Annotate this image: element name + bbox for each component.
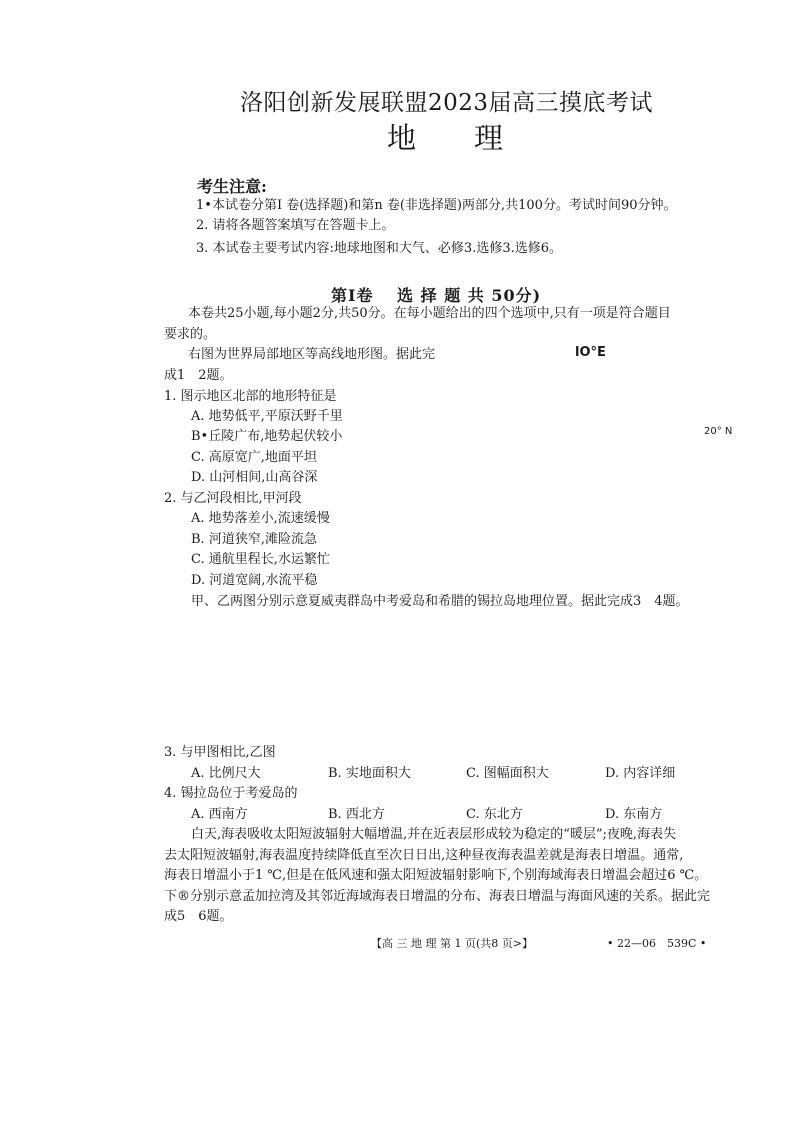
question-3-option-b: B. 实地面积大 [328, 766, 411, 781]
notice-item-1: 1•本试卷分第I 卷(选择题)和第n 卷(非选择题)两部分,共100分。考试时间90分钟。 [196, 198, 677, 213]
question-4-option-d: D. 东南方 [605, 807, 663, 822]
notice-item-2: 2. 请将各题答案填写在答题卡上。 [196, 218, 395, 233]
question-4-stem: 4. 锡拉岛位于考爱岛的 [164, 786, 298, 801]
question-2-stem: 2. 与乙河段相比,甲河段 [164, 491, 302, 506]
section-intro-line2: 要求的。 [164, 327, 217, 342]
notice-item-3: 3. 本试卷主要考试内容:地球地图和大气、必修3.选修3.选修6。 [196, 241, 562, 256]
subject-title: 地理 [387, 121, 562, 155]
section-heading: 第I卷 选 择 题 共 50分) [331, 286, 542, 305]
question-1-stem: 1. 图示地区北部的地形特征是 [164, 389, 337, 404]
notice-heading: 考生注意: [197, 177, 267, 196]
question-1-option-a: A. 地势低平,平原沃野千里 [191, 409, 343, 424]
question-2-option-d: D. 河道宽阔,水流平稳 [191, 573, 318, 588]
question-3-option-d: D. 内容详细 [605, 766, 676, 781]
paper-code: • 22—06 539C • [607, 937, 707, 950]
page-footer: 【高 三 地 理 第 1 页(共8 页>】 [371, 937, 533, 950]
question-3-option-a: A. 比例尺大 [191, 766, 261, 781]
question-3-option-c: C. 图幅面积大 [466, 766, 549, 781]
question-2-option-b: B. 河道狭窄,滩险流急 [191, 532, 317, 547]
question-4-option-c: C. 东北方 [466, 807, 523, 822]
map-latitude-label: 20° N [704, 426, 733, 437]
question-3-options [0, 764, 794, 784]
exam-title: 洛阳创新发展联盟2023届高三摸底考试 [240, 90, 654, 116]
question-2-option-a: A. 地势落差小,流速缓慢 [191, 511, 330, 526]
context-5-6-line3: 海表日增温小于1 ℃,但是在低风速和强太阳短波辐射影响下,个别海域海表日增温会超过6 ℃。 [164, 868, 708, 883]
section-intro-line1: 本卷共25小题,每小题2分,共50分。在每小题给出的四个选项中,只有一项是符合题目 [188, 306, 671, 321]
context-5-6-line1: 白天,海表吸收太阳短波辐射大幅增温,并在近表层形成较为稳定的“暖层”;夜晚,海表失 [191, 827, 677, 842]
context-3-4: 甲、乙两图分别示意夏威夷群岛中考爱岛和希腊的锡拉岛地理位置。据此完成3 4题。 [191, 594, 689, 609]
context-5-6-line2: 去太阳短波辐射,海表温度持续降低直至次日日出,这种昼夜海表温差就是海表日增温。通常, [164, 848, 684, 863]
map-context-line1: 右图为世界局部地区等高线地形图。据此完 [188, 347, 436, 362]
question-1-option-c: C. 高原宽广,地面平坦 [191, 450, 317, 465]
question-4-options [0, 805, 794, 825]
question-2-option-c: C. 通航里程长,水运繁忙 [191, 552, 330, 567]
context-5-6-line5: 成5 6题。 [164, 909, 233, 924]
question-4-option-a: A. 西南方 [191, 807, 248, 822]
context-5-6-line4: 下®分别示意孟加拉湾及其邻近海域海表日增温的分布、海表日增温与海面风速的关系。据此完 [164, 889, 711, 904]
map-longitude-label: lO°E [575, 345, 606, 360]
question-1-option-d: D. 山河相间,山高谷深 [191, 470, 318, 485]
map-context-line2: 成1 2题。 [164, 368, 233, 383]
question-4-option-b: B. 西北方 [328, 807, 385, 822]
question-1-option-b: B•丘陵广布,地势起伏较小 [191, 429, 343, 444]
question-3-stem: 3. 与甲图相比,乙图 [164, 745, 276, 760]
